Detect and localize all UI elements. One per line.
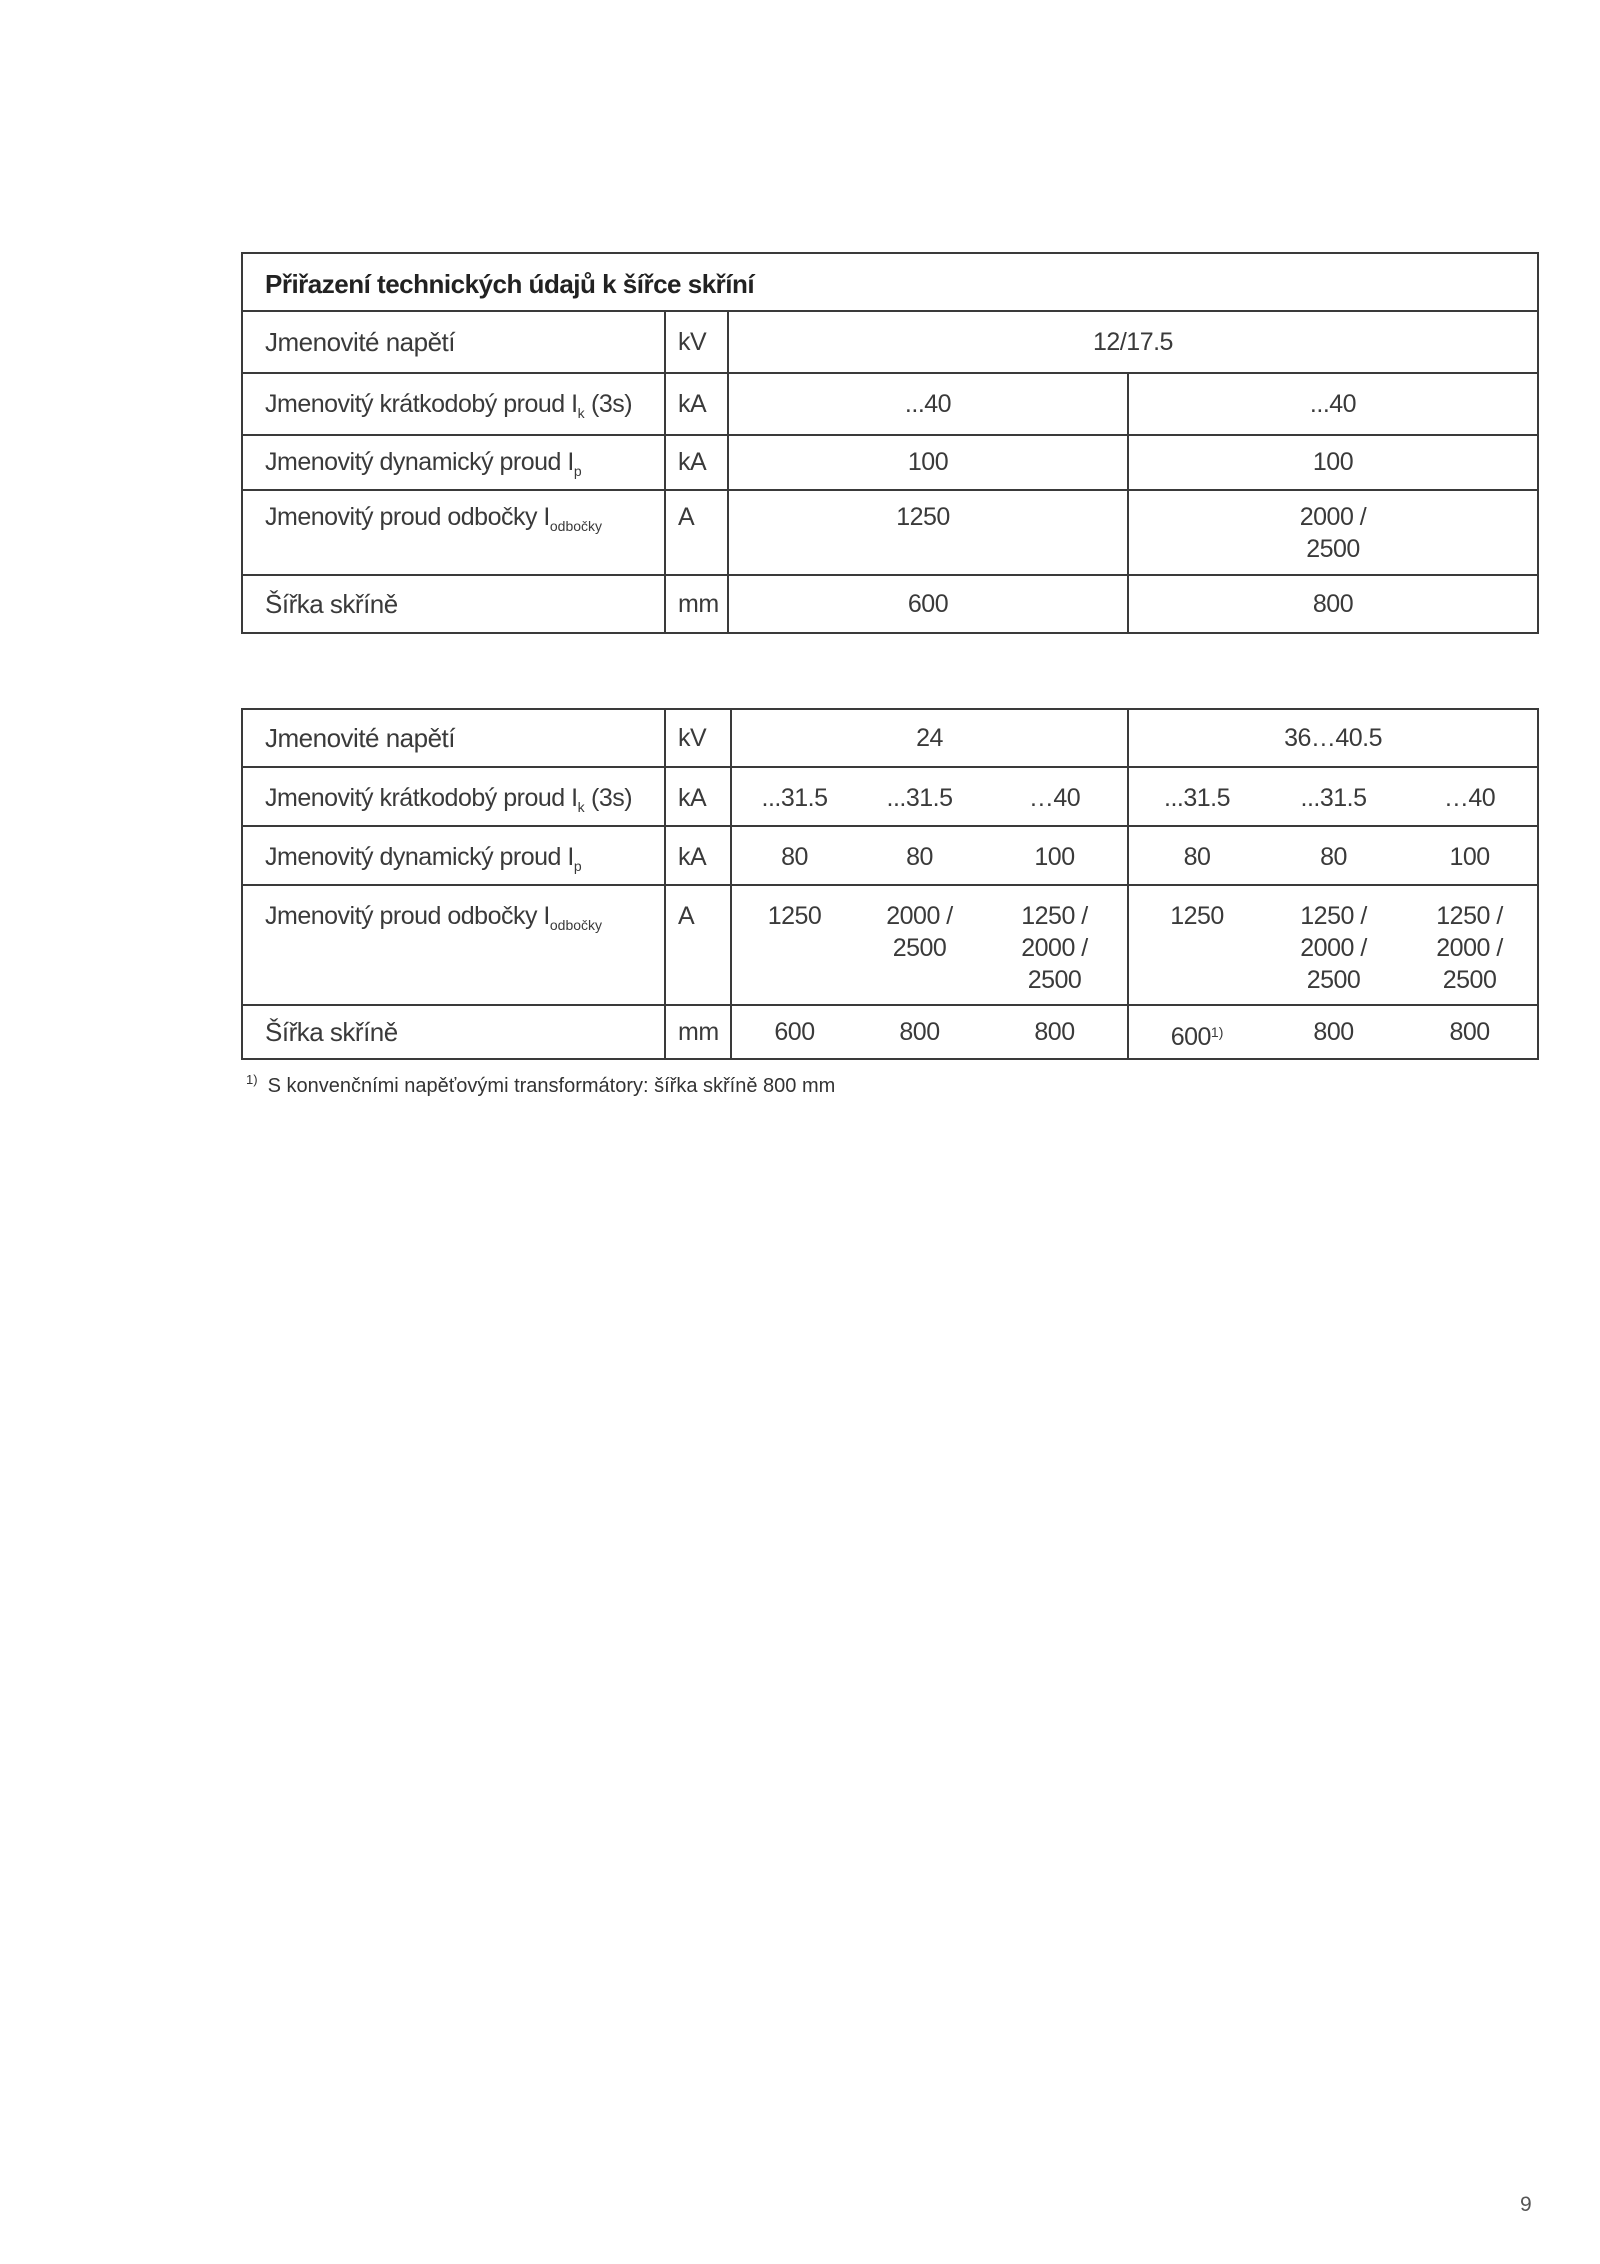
value-line: 2500 — [892, 934, 947, 962]
subscript: k — [577, 405, 585, 421]
table-row — [242, 709, 1538, 767]
value: 100 — [907, 448, 949, 476]
row-label: Šířka skříně — [265, 589, 398, 619]
table-row — [242, 1005, 1538, 1059]
value-line: 2500 — [1442, 966, 1497, 994]
value: 600 — [907, 590, 949, 618]
value: …40 — [1443, 784, 1496, 812]
footnote-mark: 1) — [246, 1072, 258, 1087]
value: 100 — [1034, 843, 1075, 871]
value: 800 — [899, 1018, 940, 1046]
value: ...31.5 — [1300, 784, 1367, 812]
table-row — [242, 885, 1538, 1005]
value-line: 2500 — [1306, 966, 1361, 994]
unit: kA — [678, 784, 707, 812]
value: 600 — [774, 1018, 815, 1046]
row-label: Jmenovitý proud odbočky I — [265, 902, 550, 930]
value: 100 — [1312, 448, 1354, 476]
value: 600 — [1170, 1023, 1211, 1051]
value: ...31.5 — [1164, 784, 1231, 812]
value-line: 2000 / — [1300, 934, 1367, 962]
table-row — [242, 826, 1538, 885]
value: …40 — [1028, 784, 1081, 812]
value: ...31.5 — [761, 784, 828, 812]
row-label: Jmenovitý krátkodobý proud I — [265, 390, 578, 418]
row-label-suffix: (3s) — [584, 784, 633, 812]
unit: A — [678, 902, 695, 930]
unit: kA — [678, 843, 707, 871]
value: ...40 — [904, 390, 952, 418]
value-line: 1250 / — [1021, 902, 1088, 930]
row-label: Jmenovitý dynamický proud I — [265, 843, 574, 871]
table-row — [242, 490, 1538, 575]
table-title: Přiřazení technických údajů k šířce skříní — [242, 253, 1538, 311]
table-row — [242, 575, 1538, 633]
table-row — [242, 435, 1538, 490]
table-panel-width-data-1 — [241, 252, 1539, 634]
row-label: Šířka skříně — [265, 1017, 398, 1047]
subscript: odbočky — [549, 917, 603, 933]
unit: kA — [678, 448, 707, 476]
value: 800 — [1449, 1018, 1490, 1046]
value-line: 2000 / — [1021, 934, 1088, 962]
value-line: 2500 — [1306, 535, 1360, 563]
row-label: Jmenovitý krátkodobý proud I — [265, 784, 578, 812]
group-value: 24 — [916, 724, 943, 752]
value-line: 1250 / — [1436, 902, 1503, 930]
value: 1250 — [767, 902, 822, 930]
subscript: k — [577, 799, 585, 815]
unit: kV — [678, 328, 707, 356]
table-row — [242, 311, 1538, 373]
value: 800 — [1313, 1018, 1354, 1046]
value: 80 — [1320, 843, 1347, 871]
value: 800 — [1034, 1018, 1075, 1046]
footnote — [246, 1072, 835, 1098]
unit: mm — [678, 1018, 719, 1046]
footnote-text: S konvenčními napěťovými transformátory: šířka skříně 800 mm — [267, 1075, 836, 1097]
value-line: 2000 / — [1299, 503, 1367, 531]
row-label: Jmenovité napětí — [265, 327, 456, 357]
table-row — [242, 767, 1538, 826]
table-row — [242, 373, 1538, 435]
value: ...40 — [1309, 390, 1357, 418]
unit: A — [678, 503, 695, 531]
row-label: Jmenovitý dynamický proud I — [265, 448, 574, 476]
value-line: 1250 / — [1300, 902, 1367, 930]
value: ...31.5 — [886, 784, 953, 812]
subscript: p — [573, 463, 582, 479]
unit: kA — [678, 390, 707, 418]
value: 80 — [781, 843, 808, 871]
footnote-mark: 1) — [1210, 1024, 1224, 1040]
subscript: odbočky — [549, 518, 603, 534]
page-number: 9 — [1520, 2193, 1532, 2216]
value: 80 — [906, 843, 933, 871]
value: 1250 — [896, 503, 950, 531]
row-label-suffix: (3s) — [584, 390, 633, 418]
unit: mm — [678, 590, 719, 618]
value-line: 2500 — [1027, 966, 1082, 994]
value: 1250 — [1170, 902, 1224, 930]
table-panel-width-data-2 — [241, 708, 1539, 1060]
value: 12/17.5 — [1093, 328, 1173, 356]
value: 800 — [1312, 590, 1354, 618]
value-line: 2000 / — [1436, 934, 1503, 962]
value-line: 2000 / — [886, 902, 953, 930]
group-value: 36…40.5 — [1284, 724, 1383, 752]
value: 100 — [1449, 843, 1490, 871]
unit: kV — [678, 724, 707, 752]
subscript: p — [573, 858, 582, 874]
row-label: Jmenovité napětí — [265, 723, 456, 753]
row-label: Jmenovitý proud odbočky I — [265, 503, 550, 531]
value: 80 — [1183, 843, 1211, 871]
